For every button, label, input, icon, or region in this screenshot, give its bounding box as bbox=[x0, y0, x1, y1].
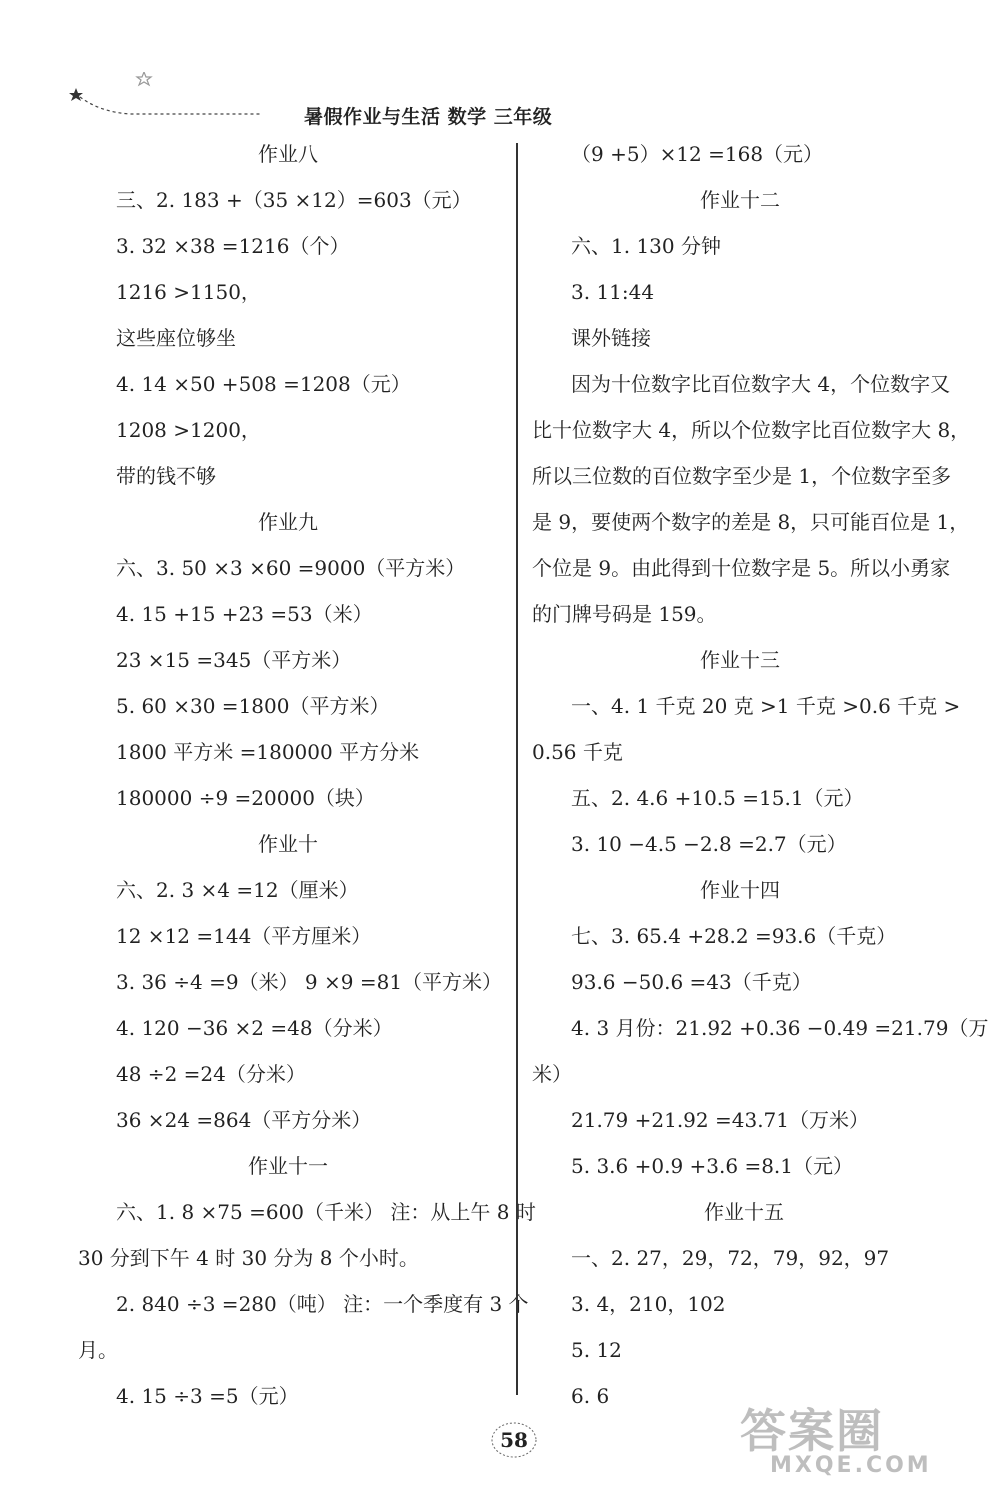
right-section-heading: 作业十五 bbox=[704, 1200, 784, 1224]
right-text-line: 3. 4，210，102 bbox=[571, 1292, 726, 1316]
right-text-line: 米） bbox=[532, 1062, 572, 1086]
left-text-line: 2. 840 ÷3 =280（吨） 注：一个季度有 3 个 bbox=[116, 1292, 529, 1316]
right-section-heading: 作业十二 bbox=[700, 188, 780, 212]
right-section-heading: 作业十三 bbox=[700, 648, 780, 672]
star-decoration-icon bbox=[60, 72, 260, 132]
right-text-line: 的门牌号码是 159。 bbox=[532, 602, 717, 626]
left-section-heading: 作业十一 bbox=[248, 1154, 328, 1178]
left-text-line: 三、2. 183 +（35 ×12）=603（元） bbox=[116, 188, 472, 212]
right-text-line: 0.56 千克 bbox=[532, 740, 623, 764]
left-text-line: 4. 14 ×50 +508 =1208（元） bbox=[116, 372, 411, 396]
right-text-line: 六、1. 130 分钟 bbox=[571, 234, 721, 258]
left-text-line: 1208 >1200， bbox=[116, 418, 261, 442]
column-divider bbox=[516, 143, 518, 1395]
watermark-url: MXQE.COM bbox=[770, 1453, 932, 1478]
right-text-line: 所以三位数的百位数字至少是 1，个位数字至多 bbox=[532, 464, 952, 488]
right-text-line: 七、3. 65.4 +28.2 =93.6（千克） bbox=[571, 924, 897, 948]
right-text-line: 3. 11:44 bbox=[571, 280, 655, 304]
right-section-heading: 作业十四 bbox=[700, 878, 780, 902]
left-text-line: 1800 平方米 =180000 平方分米 bbox=[116, 740, 420, 764]
left-text-line: 48 ÷2 =24（分米） bbox=[116, 1062, 306, 1086]
left-section-heading: 作业九 bbox=[258, 510, 318, 534]
page-header bbox=[60, 72, 553, 132]
left-section-heading: 作业八 bbox=[258, 142, 318, 166]
right-text-line: 6. 6 bbox=[571, 1384, 610, 1408]
right-text-line: 21.79 +21.92 =43.71（万米） bbox=[571, 1108, 869, 1132]
right-text-line: 4. 3 月份：21.92 +0.36 −0.49 =21.79（万 bbox=[571, 1016, 989, 1040]
left-text-line: 4. 15 +15 +23 =53（米） bbox=[116, 602, 373, 626]
left-text-line: 六、2. 3 ×4 =12（厘米） bbox=[116, 878, 359, 902]
right-text-line: 5. 3.6 +0.9 +3.6 =8.1（元） bbox=[571, 1154, 854, 1178]
left-text-line: 36 ×24 =864（平方分米） bbox=[116, 1108, 372, 1132]
right-text-line: 5. 12 bbox=[571, 1338, 622, 1362]
left-text-line: 12 ×12 =144（平方厘米） bbox=[116, 924, 372, 948]
left-text-line: 4. 15 ÷3 =5（元） bbox=[116, 1384, 299, 1408]
left-text-line: 180000 ÷9 =20000（块） bbox=[116, 786, 375, 810]
right-text-line: 一、2. 27，29，72，79，92，97 bbox=[571, 1246, 890, 1270]
left-text-line: 23 ×15 =345（平方米） bbox=[116, 648, 352, 672]
left-text-line: 5. 60 ×30 =1800（平方米） bbox=[116, 694, 390, 718]
right-text-line: 五、2. 4.6 +10.5 =15.1（元） bbox=[571, 786, 864, 810]
left-text-line: 3. 36 ÷4 =9（米） 9 ×9 =81（平方米） bbox=[116, 970, 503, 994]
left-text-line: 月。 bbox=[78, 1338, 118, 1362]
page-number-badge bbox=[490, 1420, 538, 1460]
left-text-line: 3. 32 ×38 =1216（个） bbox=[116, 234, 350, 258]
right-text-line: 是 9，要使两个数字的差是 8，只可能百位是 1， bbox=[532, 510, 970, 534]
right-text-line: 3. 10 −4.5 −2.8 =2.7（元） bbox=[571, 832, 847, 856]
right-text-line: 一、4. 1 千克 20 克 >1 千克 >0.6 千克 > bbox=[571, 694, 961, 718]
left-text-line: 1216 >1150， bbox=[116, 280, 261, 304]
right-text-line: （9 +5）×12 =168（元） bbox=[571, 142, 824, 166]
left-text-line: 这些座位够坐 bbox=[116, 326, 236, 350]
header-title: 暑假作业与生活 数学 三年级 bbox=[304, 106, 553, 128]
watermark-logo-text: 答案圈 bbox=[740, 1404, 884, 1458]
left-section-heading: 作业十 bbox=[258, 832, 318, 856]
left-text-line: 30 分到下午 4 时 30 分为 8 个小时。 bbox=[78, 1246, 419, 1270]
right-text-line: 93.6 −50.6 =43（千克） bbox=[571, 970, 812, 994]
left-text-line: 带的钱不够 bbox=[116, 464, 216, 488]
left-text-line: 六、1. 8 ×75 =600（千米） 注：从上午 8 时 bbox=[116, 1200, 536, 1224]
left-text-line: 4. 120 −36 ×2 =48（分米） bbox=[116, 1016, 393, 1040]
page-number: 58 bbox=[500, 1428, 528, 1452]
left-text-line: 六、3. 50 ×3 ×60 =9000（平方米） bbox=[116, 556, 466, 580]
right-text-line: 个位是 9。由此得到十位数字是 5。所以小勇家 bbox=[532, 556, 951, 580]
watermark bbox=[740, 1395, 990, 1485]
right-text-line: 比十位数字大 4，所以个位数字比百位数字大 8， bbox=[532, 418, 971, 442]
right-section-heading: 课外链接 bbox=[571, 326, 651, 350]
right-text-line: 因为十位数字比百位数字大 4，个位数字又 bbox=[571, 372, 951, 396]
